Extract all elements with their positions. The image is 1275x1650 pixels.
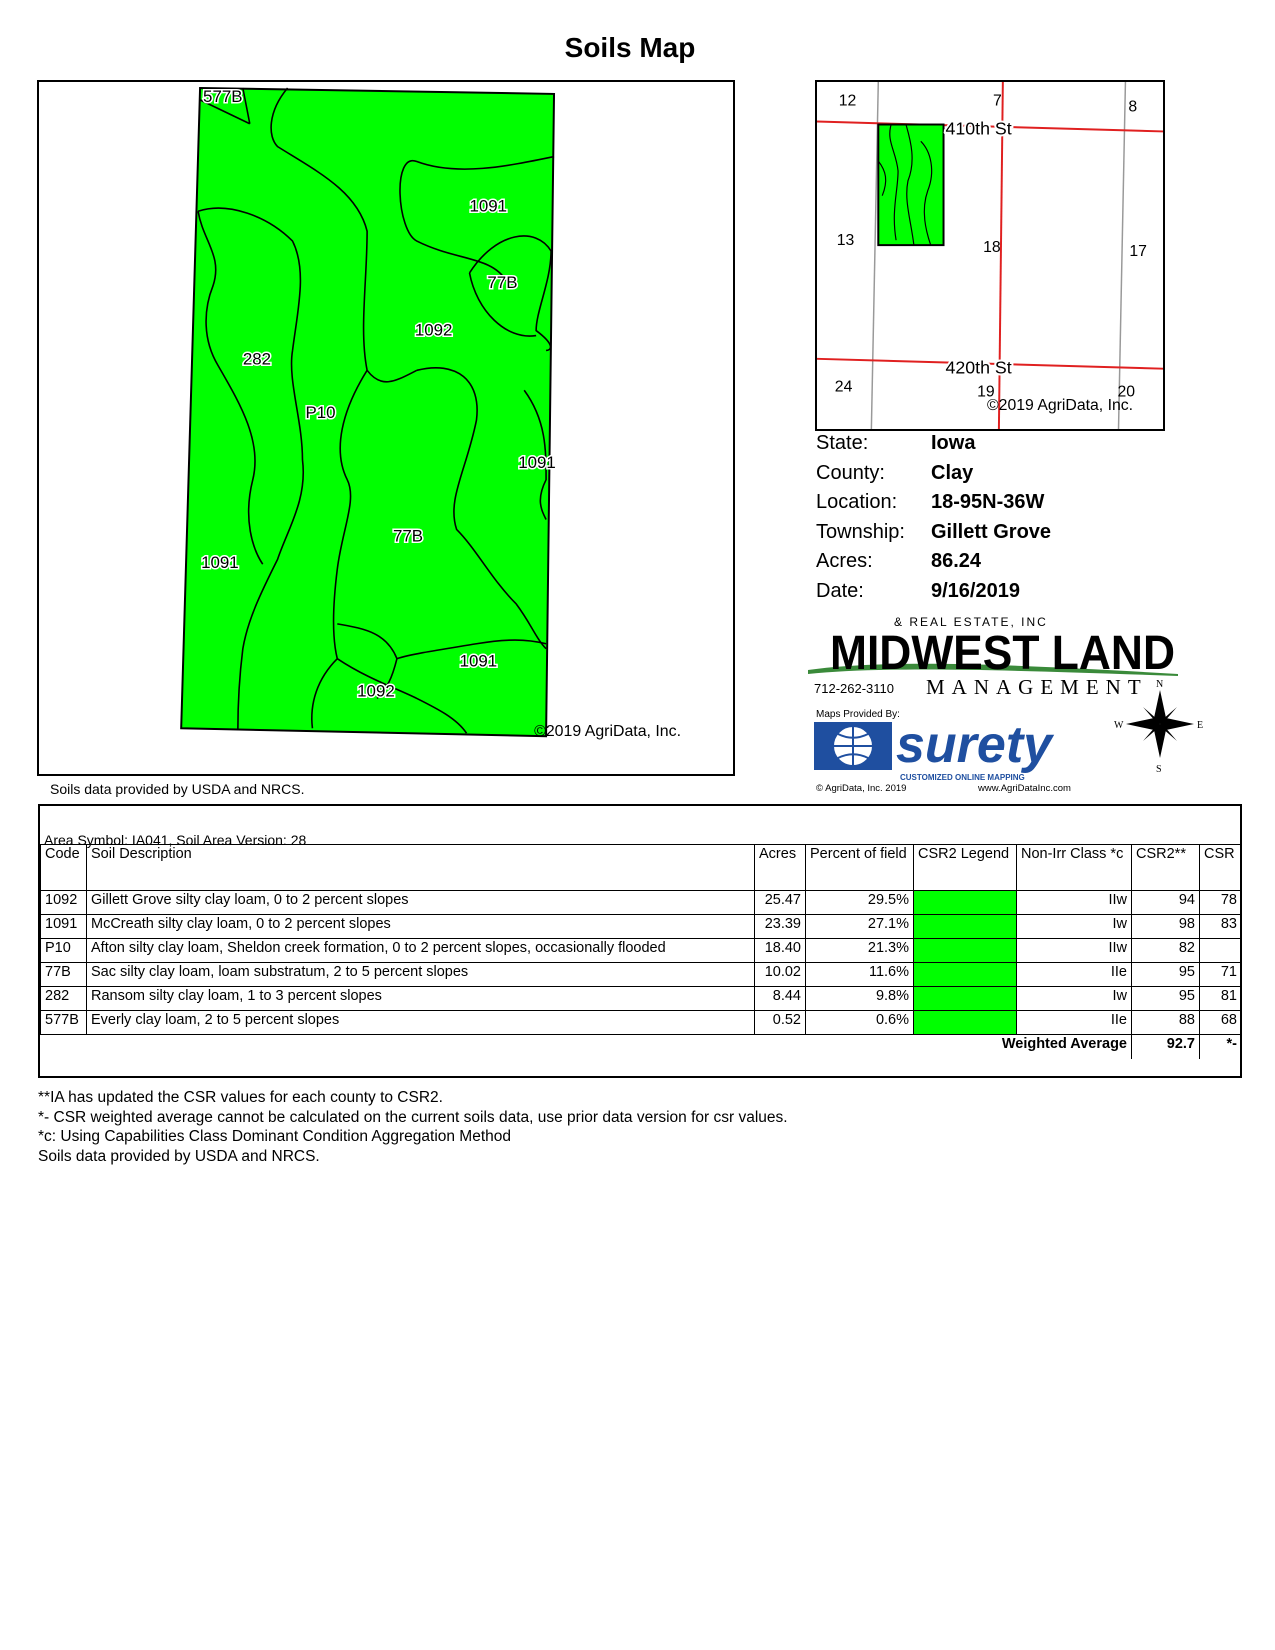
col-header: Percent of field [806,845,914,891]
section-line [1119,82,1126,429]
cell-legend-swatch [914,915,1017,939]
cell-pct: 11.6% [806,963,914,987]
cell-legend-swatch [914,1011,1017,1035]
info-row-acres [816,550,1051,580]
soils-map [37,80,735,776]
cell-csr [1200,939,1242,963]
section-label: 12 [838,92,857,110]
cell-class: IIw [1017,891,1132,915]
info-key: State: [816,432,869,454]
cell-code: 282 [41,987,87,1011]
col-header: CSR2 Legend [914,845,1017,891]
map-caption: Soils data provided by USDA and NRCS. [50,781,305,797]
locator-map [815,80,1165,431]
cell-csr2: 95 [1132,987,1200,1011]
logo-name: MIDWEST LAND [830,627,1175,680]
surety-sub: CUSTOMIZED ONLINE MAPPING [900,773,1025,782]
section-label: 13 [836,232,855,250]
table-row [41,891,1242,915]
cell-csr: 68 [1200,1011,1242,1035]
col-header: Non-Irr Class *c [1017,845,1132,891]
cell-pct: 0.6% [806,1011,914,1035]
agridata-credit: © AgriData, Inc. 2019 [816,783,907,794]
table-header-row [41,845,1242,891]
footnote: **IA has updated the CSR values for each county to CSR2. [38,1089,443,1106]
col-header: CSR2** [1132,845,1200,891]
property-info [816,432,1051,609]
soils-map-canvas [39,82,733,774]
soil-table-box [38,804,1242,1078]
section-label: 24 [834,378,853,396]
footnote: *c: Using Capabilities Class Dominant Condition Aggregation Method [38,1128,512,1145]
cell-desc: Sac silty clay loam, loam substratum, 2 to 5 percent slopes [87,963,755,987]
soil-label: 1091 [469,196,508,216]
cell-acres: 25.47 [755,891,806,915]
info-value: Gillett Grove [931,520,1052,543]
cell-desc: Everly clay loam, 2 to 5 percent slopes [87,1011,755,1035]
info-key: Acres: [816,550,873,572]
soil-label: 77B [487,272,518,292]
globe-icon [814,722,892,770]
locator-copyright: ©2019 AgriData, Inc. [987,397,1134,415]
logo-canvas [808,614,1203,794]
section-label: 18 [983,239,1001,257]
cell-csr2: 95 [1132,963,1200,987]
cell-class: IIw [1017,939,1132,963]
soil-label: 1091 [201,553,239,573]
cell-desc: Gillett Grove silty clay loam, 0 to 2 percent slopes [87,891,755,915]
table-row [41,963,1242,987]
info-row-county [816,462,1051,492]
table-row [41,987,1242,1011]
info-row-township [816,521,1051,551]
info-value: Clay [931,461,974,484]
weighted-average-row [41,1035,1242,1059]
section-label: 20 [1117,383,1136,401]
cell-csr2: 94 [1132,891,1200,915]
cell-acres: 0.52 [755,1011,806,1035]
col-header: Soil Description [87,845,755,891]
section-label: 19 [977,383,995,401]
soil-label: 77B [392,526,424,546]
cell-csr: 83 [1200,915,1242,939]
soil-label: 1091 [518,452,556,472]
section-label: 17 [1129,242,1147,260]
cell-desc: Ransom silty clay loam, 1 to 3 percent slopes [87,987,755,1011]
logo-phone: 712-262-3110 [814,681,894,696]
cell-class: Iw [1017,987,1132,1011]
table-row [41,939,1242,963]
maps-provided: Maps Provided By: [816,709,900,720]
col-header: CSR [1200,845,1242,891]
agridata-website: www.AgriDataInc.com [978,783,1071,794]
field-boundary [181,88,554,736]
locator-map-canvas [817,82,1163,429]
soil-table [40,844,1242,1059]
surety-logo: surety [896,716,1053,774]
cell-code: P10 [41,939,87,963]
area-symbol: Area Symbol: IA041, Soil Area Version: 28 [44,832,307,848]
compass-s: S [1156,764,1162,775]
cell-legend-swatch [914,987,1017,1011]
soil-label: P10 [305,403,336,423]
cell-class: IIe [1017,963,1132,987]
cell-class: IIe [1017,1011,1132,1035]
section-label: 7 [992,92,1002,110]
map-copyright: ©2019 AgriData, Inc. [534,723,682,741]
info-key: Date: [816,579,864,602]
cell-code: 77B [41,963,87,987]
info-value: 18-95N-36W [931,491,1045,513]
info-row-date [816,580,1051,610]
info-value: 86.24 [931,550,982,572]
cell-legend-swatch [914,891,1017,915]
cell-pct: 27.1% [806,915,914,939]
cell-acres: 8.44 [755,987,806,1011]
logo-tagline: & REAL ESTATE, INC [894,615,1048,629]
company-logos [808,614,1203,794]
section-label: 8 [1128,98,1138,116]
cell-acres: 23.39 [755,915,806,939]
cell-desc: McCreath silty clay loam, 0 to 2 percent slopes [87,915,755,939]
cell-pct: 21.3% [806,939,914,963]
road-label: 420th St [945,357,1012,378]
soil-label: 577B [203,86,243,106]
cell-code: 577B [41,1011,87,1035]
section-line [871,82,878,429]
cell-csr2: 88 [1132,1011,1200,1035]
compass-n: N [1156,679,1164,690]
cell-code: 1091 [41,915,87,939]
cell-legend-swatch [914,963,1017,987]
cell-code: 1092 [41,891,87,915]
info-row-state [816,432,1051,462]
cell-csr: 81 [1200,987,1242,1011]
col-header: Code [41,845,87,891]
weighted-csr2: 92.7 [1132,1035,1200,1059]
cell-csr: 71 [1200,963,1242,987]
cell-legend-swatch [914,939,1017,963]
soil-label: 1091 [459,651,498,671]
logo-management: MANAGEMENT [926,675,1148,699]
soil-label: 1092 [357,681,395,701]
info-key: County: [816,461,885,484]
footnote: *- CSR weighted average cannot be calculated on the current soils data, use prior data version for csr values. [38,1108,788,1126]
table-row [41,915,1242,939]
cell-class: Iw [1017,915,1132,939]
cell-desc: Afton silty clay loam, Sheldon creek formation, 0 to 2 percent slopes, occasionally flooded [87,939,755,963]
footnote: Soils data provided by USDA and NRCS. [38,1147,320,1165]
info-value: Iowa [931,432,976,454]
weighted-csr: *- [1200,1035,1242,1059]
cell-csr: 78 [1200,891,1242,915]
info-key: Township: [816,520,905,543]
cell-csr2: 98 [1132,915,1200,939]
cell-pct: 9.8% [806,987,914,1011]
soil-label: 282 [242,349,272,369]
page-title: Soils Map [564,32,696,63]
info-row-location [816,491,1051,521]
road-label: 410th St [945,118,1012,139]
table-row [41,1011,1242,1035]
cell-pct: 29.5% [806,891,914,915]
col-header: Acres [755,845,806,891]
cell-csr2: 82 [1132,939,1200,963]
info-key: Location: [816,491,898,513]
soil-label: 1092 [414,320,453,340]
weighted-average-label: Weighted Average [41,1035,1132,1059]
cell-acres: 18.40 [755,939,806,963]
info-value: 9/16/2019 [931,579,1020,602]
compass-w: W [1114,720,1124,731]
compass-e: E [1197,720,1203,731]
cell-acres: 10.02 [755,963,806,987]
footnotes [38,1088,788,1166]
